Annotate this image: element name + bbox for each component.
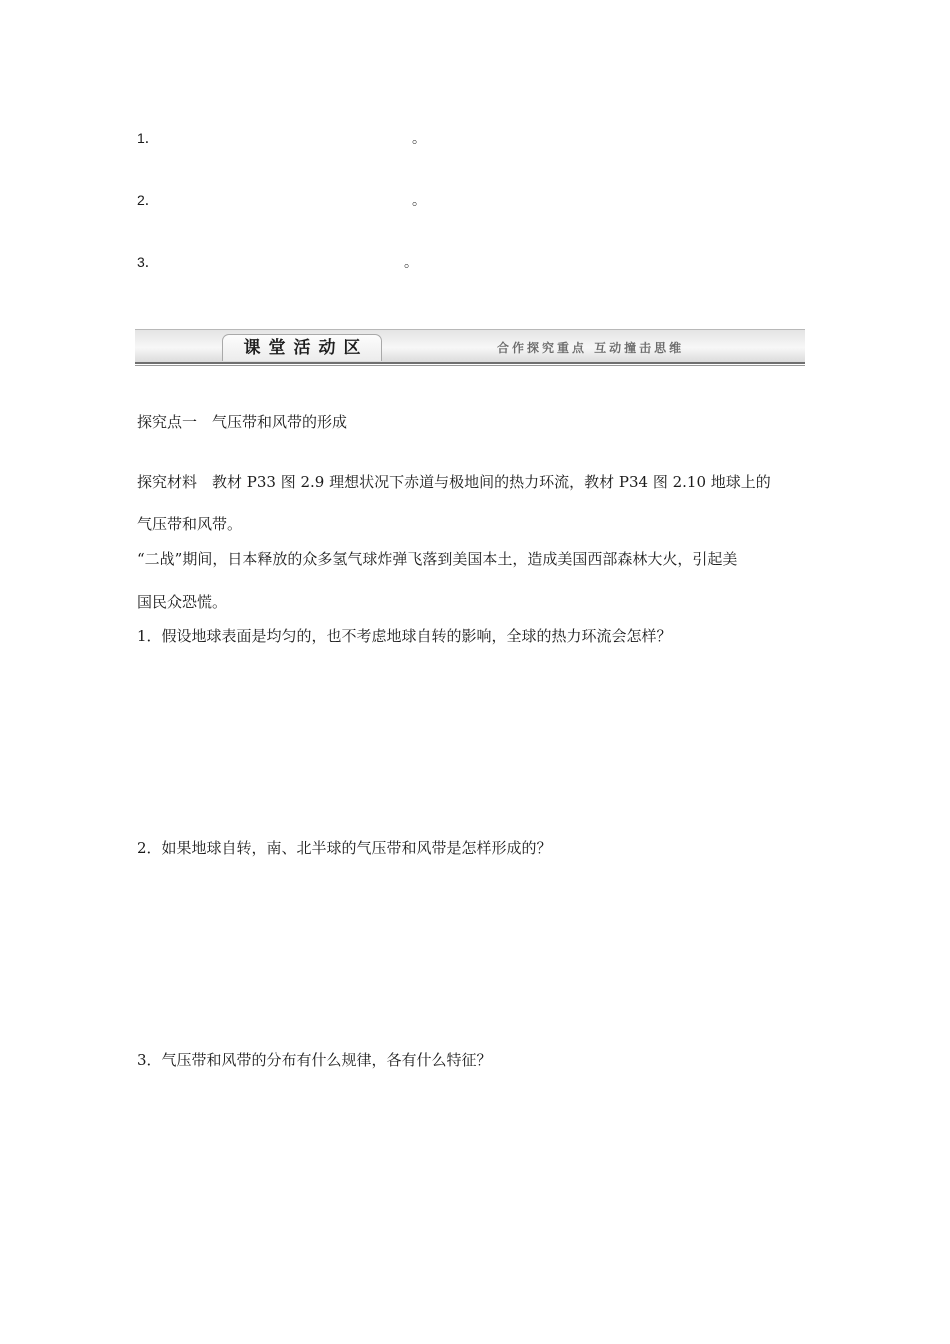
question-2: 2．如果地球自转，南、北半球的气压带和风带是怎样形成的？ xyxy=(137,839,552,857)
story-text: 国民众恐慌。 xyxy=(137,593,228,611)
preview-item-number: 1． xyxy=(137,130,159,146)
section-heading: 探究点一 气压带和风带的形成 xyxy=(137,413,348,431)
preview-item-end-mark: 。 xyxy=(412,193,426,209)
question-3: 3．气压带和风带的分布有什么规律，各有什么特征？ xyxy=(137,1051,492,1069)
section-banner xyxy=(135,329,805,367)
banner-divider xyxy=(135,362,805,364)
preview-item-end-mark: 。 xyxy=(404,255,418,271)
question-1: 1．假设地球表面是均匀的，也不考虑地球自转的影响，全球的热力环流会怎样？ xyxy=(137,627,672,645)
story-text: “二战”期间，日本释放的众多氢气球炸弹飞落到美国本土，造成美国西部森林大火，引起美 xyxy=(137,550,738,568)
material-text: 探究材料 教材 P33 图 2.9 理想状况下赤道与极地间的热力环流，教材 P34 图 2.10 地球上的 xyxy=(137,473,771,491)
preview-item-number: 3． xyxy=(137,254,159,270)
preview-item-end-mark: 。 xyxy=(412,131,426,147)
preview-item-number: 2． xyxy=(137,192,159,208)
banner-subtitle: 合作探究重点 互动撞击思维 xyxy=(497,341,685,355)
material-text: 气压带和风带。 xyxy=(137,515,243,533)
banner-divider xyxy=(135,365,805,366)
banner-title: 课堂活动区 xyxy=(222,334,382,361)
